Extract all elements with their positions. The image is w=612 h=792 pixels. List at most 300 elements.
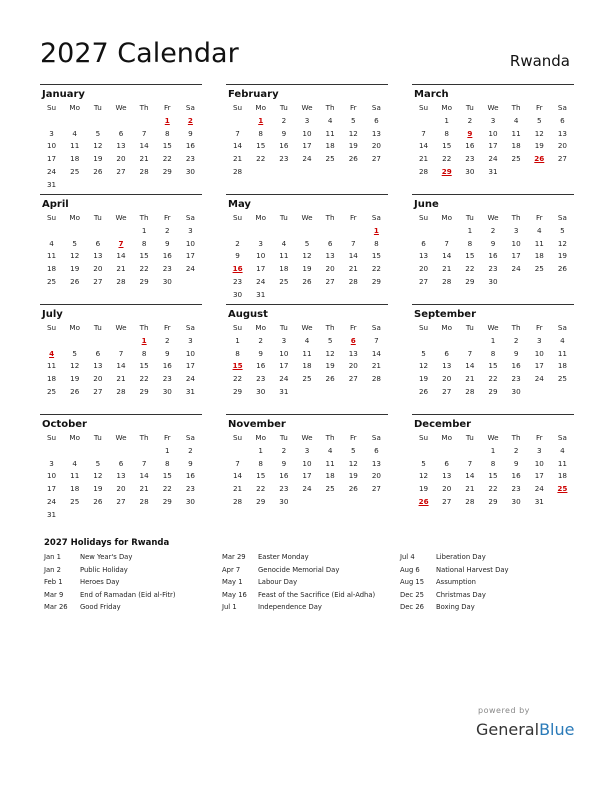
- day-cell: 21: [232, 484, 243, 494]
- weekday-label: Th: [325, 213, 335, 222]
- empty-day: [86, 445, 109, 458]
- day-cell: 26: [93, 496, 103, 506]
- day-cell: 2: [490, 225, 496, 235]
- day-cell: 10: [279, 348, 289, 358]
- weekday-label: We: [115, 103, 127, 112]
- day-cell: 15: [465, 251, 475, 261]
- day-cell: 12: [348, 458, 358, 468]
- day-cell: 30: [511, 386, 521, 396]
- holiday-date: Mar 9: [44, 590, 64, 599]
- month-name: May: [228, 199, 251, 210]
- day-cell: 12: [348, 128, 358, 138]
- day-cell: 6: [444, 458, 449, 468]
- day-cell: 5: [304, 238, 310, 248]
- day-cell: 17: [302, 471, 312, 481]
- day-cell: 19: [348, 141, 358, 151]
- day-cell: 7: [421, 128, 426, 138]
- day-cell: 4: [513, 115, 519, 125]
- weekday-label: Tu: [465, 213, 474, 222]
- holiday-column: [222, 551, 375, 614]
- day-cell: 18: [302, 361, 312, 371]
- holiday-item: [400, 564, 509, 577]
- holiday-day: 1: [141, 335, 147, 345]
- day-cell: 15: [442, 141, 452, 151]
- day-cell: 14: [116, 361, 126, 371]
- weekday-label: Sa: [371, 103, 381, 112]
- day-cell: 16: [185, 471, 195, 481]
- day-cell: 8: [490, 458, 496, 468]
- day-cell: 9: [258, 348, 263, 358]
- day-cell: 5: [95, 128, 101, 138]
- empty-day: [435, 225, 458, 238]
- weekday-label: We: [487, 323, 499, 332]
- holiday-item: [44, 589, 176, 602]
- holiday-name: Genocide Memorial Day: [258, 565, 340, 574]
- holiday-day: 25: [557, 484, 568, 494]
- day-cell: 20: [348, 361, 358, 371]
- weekday-label: Su: [233, 213, 243, 222]
- day-cell: 18: [70, 154, 80, 164]
- holiday-date: Jul 4: [400, 553, 415, 561]
- day-cell: 22: [371, 264, 381, 274]
- day-cell: 2: [513, 445, 519, 455]
- day-cell: 29: [162, 166, 172, 176]
- day-cell: 10: [534, 458, 544, 468]
- day-grid: [40, 102, 202, 192]
- day-cell: 6: [95, 348, 101, 358]
- month-name: July: [42, 309, 63, 320]
- day-cell: 19: [70, 264, 80, 274]
- empty-day: [86, 115, 109, 128]
- day-cell: 30: [488, 276, 498, 286]
- empty-day: [40, 445, 63, 458]
- day-cell: 19: [418, 374, 429, 384]
- day-cell: 31: [46, 179, 57, 189]
- day-cell: 11: [46, 361, 57, 371]
- day-cell: 26: [70, 386, 80, 396]
- day-cell: 18: [534, 251, 544, 261]
- day-cell: 6: [374, 445, 379, 455]
- day-cell: 23: [256, 374, 266, 384]
- day-cell: 2: [235, 238, 240, 248]
- day-cell: 29: [139, 386, 149, 396]
- empty-day: [63, 115, 86, 128]
- holiday-name: Liberation Day: [436, 553, 486, 561]
- empty-day: [458, 335, 481, 348]
- day-cell: 10: [46, 141, 57, 151]
- day-grid: [40, 212, 202, 289]
- day-cell: 22: [162, 484, 172, 494]
- day-cell: 4: [72, 458, 77, 468]
- weekday-label: Th: [511, 323, 521, 332]
- day-cell: 6: [421, 238, 426, 248]
- day-cell: 25: [511, 154, 521, 164]
- day-cell: 20: [371, 141, 381, 151]
- brand-name-general: General: [476, 720, 540, 739]
- day-cell: 18: [279, 264, 289, 274]
- weekday-label: Th: [325, 433, 335, 442]
- day-cell: 28: [139, 496, 149, 506]
- empty-day: [272, 225, 295, 238]
- month-may: [226, 194, 388, 304]
- holiday-day: 1: [373, 225, 379, 235]
- day-cell: 16: [465, 141, 475, 151]
- weekday-label: Su: [47, 323, 57, 332]
- day-cell: 9: [281, 458, 287, 468]
- day-cell: 4: [304, 335, 310, 345]
- weekday-label: Mo: [255, 213, 267, 222]
- day-cell: 6: [118, 128, 124, 138]
- day-cell: 25: [302, 374, 312, 384]
- day-cell: 22: [162, 154, 172, 164]
- weekday-label: Fr: [535, 433, 543, 442]
- day-cell: 31: [256, 289, 266, 299]
- month-row: [40, 194, 574, 304]
- day-cell: 8: [258, 458, 263, 468]
- empty-day: [133, 115, 156, 128]
- holiday-name: New Year's Day: [80, 553, 133, 561]
- weekday-label: Tu: [279, 433, 288, 442]
- weekday-label: Fr: [163, 323, 171, 332]
- holiday-column: [400, 551, 509, 614]
- empty-day: [133, 445, 156, 458]
- day-cell: 4: [560, 335, 565, 345]
- month-december: [412, 414, 574, 524]
- day-cell: 9: [490, 238, 496, 248]
- day-cell: 24: [302, 484, 312, 494]
- weekday-label: Su: [233, 103, 243, 112]
- weekday-label: Mo: [69, 213, 81, 222]
- day-cell: 12: [93, 471, 103, 481]
- day-cell: 27: [116, 166, 126, 176]
- day-cell: 13: [557, 128, 567, 138]
- day-cell: 13: [371, 458, 381, 468]
- empty-day: [412, 115, 435, 128]
- day-cell: 15: [162, 141, 172, 151]
- month-name: November: [228, 419, 286, 430]
- day-cell: 6: [444, 348, 449, 358]
- weekday-label: Su: [419, 213, 429, 222]
- holiday-day: 6: [350, 335, 356, 345]
- empty-day: [226, 225, 249, 238]
- day-grid: [40, 322, 202, 399]
- day-cell: 27: [325, 276, 335, 286]
- day-cell: 17: [488, 141, 498, 151]
- weekday-label: Tu: [93, 433, 102, 442]
- day-cell: 18: [46, 264, 57, 274]
- day-cell: 13: [371, 128, 381, 138]
- day-cell: 23: [511, 484, 521, 494]
- day-cell: 24: [46, 166, 57, 176]
- day-cell: 3: [304, 445, 310, 455]
- day-cell: 2: [188, 445, 193, 455]
- day-cell: 25: [46, 386, 57, 396]
- holiday-item: [222, 564, 375, 577]
- weekday-label: Tu: [279, 323, 288, 332]
- day-cell: 21: [465, 484, 475, 494]
- day-cell: 22: [256, 484, 266, 494]
- weekday-label: We: [487, 433, 499, 442]
- day-cell: 3: [188, 225, 193, 235]
- weekday-label: We: [301, 103, 313, 112]
- day-cell: 4: [327, 445, 333, 455]
- weekday-label: Sa: [185, 433, 195, 442]
- day-cell: 29: [232, 386, 243, 396]
- day-cell: 7: [141, 458, 147, 468]
- holiday-column: [44, 551, 176, 614]
- weekday-label: Fr: [535, 323, 543, 332]
- month-name: October: [42, 419, 87, 430]
- month-row: [40, 414, 574, 524]
- day-cell: 15: [256, 471, 266, 481]
- day-cell: 4: [327, 115, 333, 125]
- day-cell: 22: [488, 484, 498, 494]
- day-cell: 5: [536, 115, 542, 125]
- day-cell: 23: [185, 154, 195, 164]
- holiday-item: [44, 576, 176, 589]
- day-cell: 7: [350, 238, 356, 248]
- calendar-grid: [40, 84, 574, 524]
- month-september: [412, 304, 574, 414]
- empty-day: [40, 335, 63, 348]
- day-cell: 7: [467, 348, 473, 358]
- day-cell: 17: [534, 361, 544, 371]
- day-cell: 27: [442, 496, 452, 506]
- day-cell: 11: [46, 251, 57, 261]
- day-cell: 27: [442, 386, 452, 396]
- day-cell: 8: [258, 128, 263, 138]
- weekday-label: Mo: [69, 323, 81, 332]
- day-cell: 1: [490, 445, 496, 455]
- day-cell: 4: [536, 225, 542, 235]
- day-cell: 20: [116, 154, 126, 164]
- day-cell: 30: [232, 289, 243, 299]
- day-cell: 14: [116, 251, 126, 261]
- weekday-label: Th: [139, 323, 149, 332]
- day-cell: 26: [325, 374, 335, 384]
- day-cell: 1: [235, 335, 240, 345]
- day-cell: 10: [46, 471, 57, 481]
- month-january: [40, 84, 202, 194]
- weekday-label: Th: [511, 103, 521, 112]
- holiday-date: Feb 1: [44, 578, 63, 586]
- month-name: February: [228, 89, 279, 100]
- weekday-label: Sa: [185, 323, 195, 332]
- holiday-item: [400, 551, 509, 564]
- weekday-label: Fr: [349, 213, 357, 222]
- day-cell: 13: [325, 251, 335, 261]
- day-cell: 15: [371, 251, 381, 261]
- day-cell: 19: [418, 484, 429, 494]
- day-cell: 7: [235, 458, 240, 468]
- weekday-label: Sa: [371, 433, 381, 442]
- empty-day: [319, 225, 342, 238]
- holiday-name: Good Friday: [80, 603, 121, 611]
- day-cell: 2: [164, 225, 170, 235]
- day-cell: 3: [281, 335, 287, 345]
- day-cell: 19: [302, 264, 312, 274]
- day-cell: 17: [185, 251, 195, 261]
- holiday-name: End of Ramadan (Eid al-Fitr): [80, 590, 176, 599]
- day-cell: 17: [511, 251, 521, 261]
- day-cell: 25: [46, 276, 57, 286]
- day-cell: 27: [93, 386, 103, 396]
- day-cell: 21: [442, 264, 452, 274]
- day-cell: 20: [442, 484, 452, 494]
- holiday-day: 26: [534, 154, 545, 164]
- holiday-item: [44, 551, 176, 564]
- day-grid: [40, 432, 202, 522]
- day-cell: 28: [348, 276, 358, 286]
- weekday-label: Sa: [557, 323, 567, 332]
- weekday-label: Tu: [465, 103, 474, 112]
- day-cell: 25: [70, 166, 80, 176]
- day-cell: 7: [141, 128, 147, 138]
- holiday-item: [400, 589, 509, 602]
- day-cell: 2: [467, 115, 473, 125]
- weekday-label: Fr: [535, 213, 543, 222]
- day-cell: 26: [348, 154, 358, 164]
- day-cell: 27: [557, 154, 567, 164]
- day-cell: 11: [557, 458, 567, 468]
- day-cell: 16: [256, 361, 266, 371]
- day-cell: 19: [325, 361, 335, 371]
- holiday-item: [44, 564, 176, 577]
- holiday-day: 4: [49, 348, 55, 358]
- day-cell: 2: [281, 115, 287, 125]
- month-march: [412, 84, 574, 194]
- weekday-label: Tu: [93, 323, 102, 332]
- day-cell: 2: [513, 335, 519, 345]
- holiday-day: 29: [441, 166, 452, 176]
- day-cell: 28: [442, 276, 452, 286]
- day-cell: 1: [467, 225, 473, 235]
- day-cell: 18: [70, 484, 80, 494]
- month-name: September: [414, 309, 476, 320]
- day-grid: [412, 212, 574, 289]
- day-cell: 29: [139, 276, 149, 286]
- holiday-date: Mar 29: [222, 553, 246, 561]
- day-cell: 20: [442, 374, 452, 384]
- day-cell: 12: [418, 361, 429, 371]
- holiday-name: National Harvest Day: [436, 565, 509, 574]
- day-cell: 23: [162, 264, 172, 274]
- day-cell: 26: [418, 386, 429, 396]
- day-cell: 24: [511, 264, 521, 274]
- day-cell: 12: [70, 251, 80, 261]
- holiday-day: 7: [118, 238, 124, 248]
- day-cell: 17: [185, 361, 195, 371]
- day-cell: 23: [232, 276, 243, 286]
- empty-day: [412, 335, 435, 348]
- holiday-name: Feast of the Sacrifice (Eid al-Adha): [258, 590, 376, 599]
- holiday-name: Assumption: [436, 578, 476, 586]
- day-cell: 28: [232, 166, 243, 176]
- day-cell: 25: [325, 484, 335, 494]
- day-cell: 29: [488, 386, 498, 396]
- day-cell: 21: [116, 374, 126, 384]
- day-cell: 5: [421, 458, 426, 468]
- month-august: [226, 304, 388, 414]
- day-cell: 31: [488, 166, 498, 176]
- day-cell: 28: [418, 166, 429, 176]
- day-grid: [412, 432, 574, 509]
- day-cell: 9: [513, 458, 519, 468]
- weekday-label: Tu: [93, 213, 102, 222]
- day-cell: 19: [534, 141, 544, 151]
- weekday-label: Th: [139, 433, 149, 442]
- day-cell: 12: [302, 251, 312, 261]
- holiday-name: Easter Monday: [258, 553, 309, 561]
- empty-day: [226, 115, 249, 128]
- brand-name-blue: Blue: [539, 720, 575, 739]
- empty-day: [295, 225, 318, 238]
- weekday-label: We: [115, 213, 127, 222]
- day-cell: 15: [139, 361, 149, 371]
- day-cell: 6: [95, 238, 101, 248]
- day-cell: 22: [139, 374, 149, 384]
- day-grid: [412, 102, 574, 179]
- day-cell: 27: [93, 276, 103, 286]
- month-april: [40, 194, 202, 304]
- day-cell: 7: [235, 128, 240, 138]
- day-cell: 8: [141, 348, 147, 358]
- day-cell: 12: [325, 348, 335, 358]
- day-cell: 18: [557, 471, 567, 481]
- day-cell: 9: [235, 251, 240, 261]
- day-cell: 12: [93, 141, 103, 151]
- day-cell: 18: [325, 471, 335, 481]
- day-cell: 23: [511, 374, 521, 384]
- day-cell: 18: [557, 361, 567, 371]
- day-cell: 30: [465, 166, 475, 176]
- day-cell: 20: [325, 264, 335, 274]
- day-cell: 26: [557, 264, 567, 274]
- weekday-label: Sa: [371, 213, 381, 222]
- day-cell: 14: [232, 141, 243, 151]
- holiday-day: 9: [467, 128, 473, 138]
- holiday-date: Aug 15: [400, 578, 425, 586]
- day-cell: 14: [232, 471, 243, 481]
- weekday-label: We: [115, 433, 127, 442]
- day-cell: 17: [302, 141, 312, 151]
- day-cell: 2: [164, 335, 170, 345]
- holiday-date: Dec 26: [400, 603, 424, 611]
- day-cell: 5: [72, 238, 77, 248]
- day-cell: 5: [350, 445, 356, 455]
- day-cell: 8: [164, 128, 170, 138]
- day-cell: 13: [116, 141, 126, 151]
- day-cell: 14: [348, 251, 358, 261]
- holiday-name: Labour Day: [258, 578, 298, 586]
- day-cell: 20: [93, 374, 103, 384]
- day-cell: 10: [302, 128, 312, 138]
- day-cell: 9: [188, 128, 193, 138]
- day-cell: 11: [70, 141, 80, 151]
- holiday-day: 2: [187, 115, 193, 125]
- weekday-label: Th: [325, 323, 335, 332]
- brand-logo[interactable]: [476, 720, 574, 739]
- day-grid: [226, 102, 388, 179]
- day-cell: 21: [232, 154, 243, 164]
- month-name: December: [414, 419, 472, 430]
- day-grid: [412, 322, 574, 399]
- day-cell: 24: [534, 374, 544, 384]
- day-cell: 24: [185, 264, 195, 274]
- holiday-item: [44, 601, 176, 614]
- weekday-label: Su: [47, 103, 57, 112]
- day-cell: 31: [185, 386, 195, 396]
